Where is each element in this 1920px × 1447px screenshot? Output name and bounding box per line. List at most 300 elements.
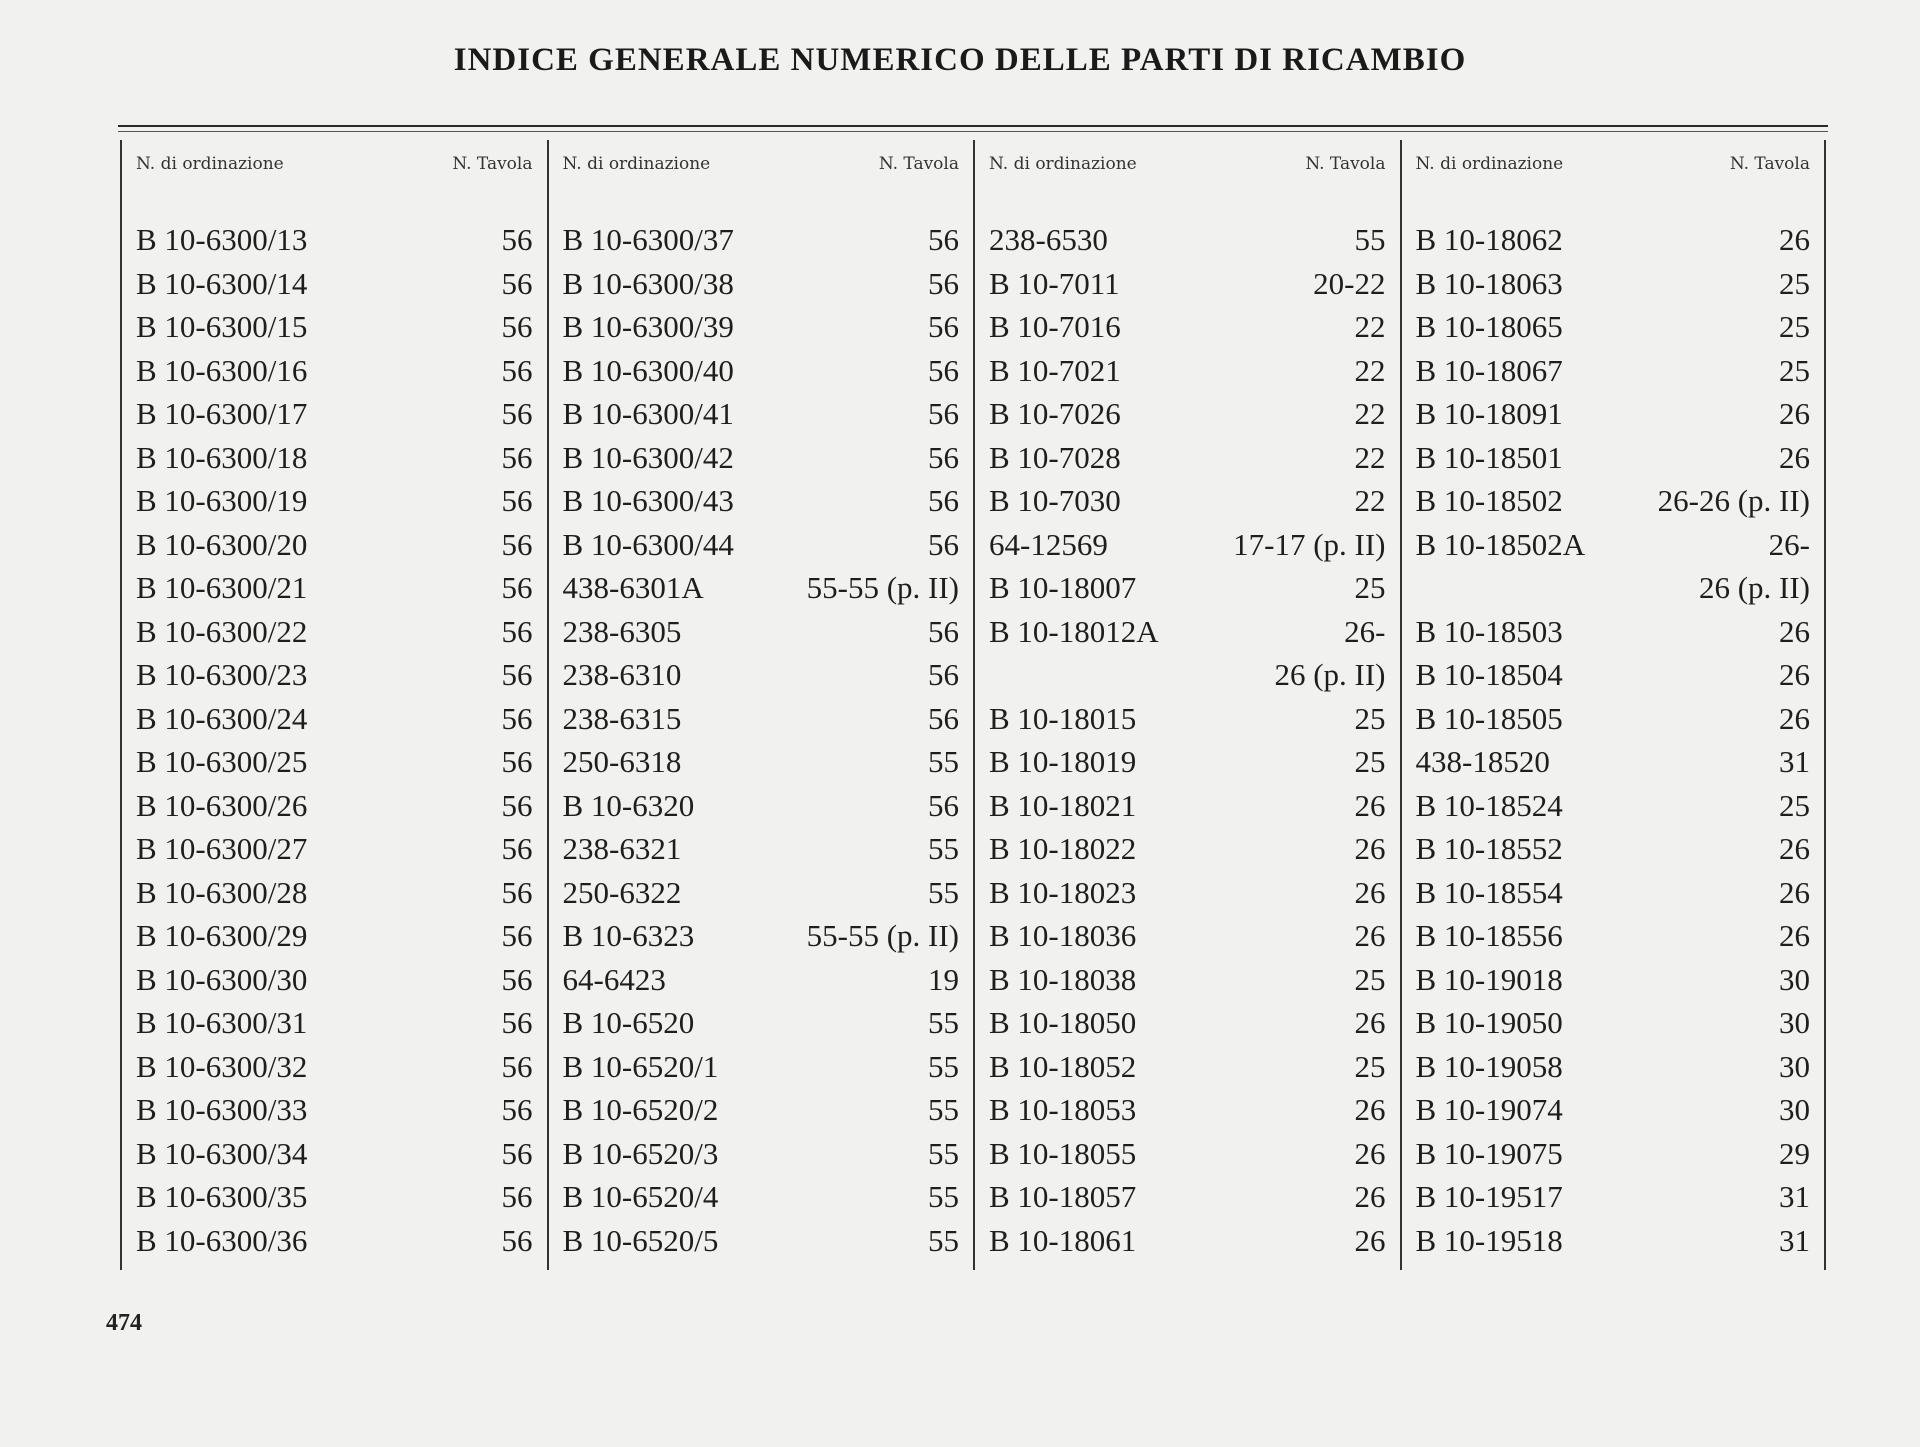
table-number: 55 <box>928 1092 959 1127</box>
table-row <box>136 871 533 915</box>
table-row <box>563 1088 960 1132</box>
order-number: B 10-18053 <box>989 1092 1137 1127</box>
table-row <box>989 914 1386 958</box>
order-number: B 10-6300/14 <box>136 265 308 301</box>
table-row <box>563 740 960 784</box>
order-number: B 10-19517 <box>1415 1179 1563 1214</box>
table-row <box>989 1219 1386 1263</box>
header-order-number: N. di ordinazione <box>136 154 284 174</box>
order-number: B 10-7030 <box>989 483 1121 518</box>
index-column-4 <box>1400 140 1827 1270</box>
order-number: B 10-6300/20 <box>136 526 308 562</box>
table-number: 56 <box>928 265 959 301</box>
table-row <box>136 1088 533 1132</box>
table-number: 30 <box>1779 1005 1810 1040</box>
table-row <box>1416 349 1811 393</box>
table-row <box>1416 1219 1811 1263</box>
table-number: 26 <box>1779 700 1810 736</box>
table-number: 25 <box>1779 787 1810 823</box>
table-number: 56 <box>501 526 533 562</box>
table-row <box>989 349 1386 393</box>
table-number: 56 <box>928 396 959 431</box>
header-table-number: N. Tavola <box>878 154 959 174</box>
table-number: 56 <box>501 439 533 475</box>
table-row <box>563 827 960 871</box>
table-number: 26 <box>1354 874 1386 910</box>
table-row <box>136 914 533 958</box>
table-row <box>1416 827 1811 871</box>
order-number: B 10-7016 <box>989 309 1121 344</box>
index-column-1 <box>120 140 547 1270</box>
header-table-number: N. Tavola <box>452 154 533 174</box>
table-number: 56 <box>501 961 533 997</box>
order-number: B 10-6300/42 <box>562 439 734 475</box>
order-number: B 10-19058 <box>1415 1048 1563 1084</box>
table-row <box>989 871 1386 915</box>
table-number: 26 (p. II) <box>1274 657 1386 692</box>
table-number: 56 <box>501 483 533 518</box>
table-row <box>989 1175 1386 1219</box>
order-number: B 10-19050 <box>1415 1005 1563 1040</box>
table-row <box>1416 871 1811 915</box>
order-number: 238-6315 <box>562 700 682 736</box>
order-number: B 10-6520/5 <box>562 1222 719 1258</box>
header-table-number: N. Tavola <box>1729 154 1810 174</box>
table-number: 26 <box>1354 787 1386 823</box>
table-row <box>563 262 960 306</box>
order-number: 238-6530 <box>989 222 1108 257</box>
table-row <box>1416 218 1811 262</box>
table-number: 26 <box>1779 918 1810 953</box>
table-row <box>989 697 1386 741</box>
table-number: 56 <box>501 700 533 736</box>
order-number: B 10-6300/39 <box>562 309 734 344</box>
order-number: B 10-18038 <box>989 961 1137 997</box>
table-number: 55-55 (p. II) <box>806 918 959 953</box>
table-number: 31 <box>1779 744 1810 779</box>
order-number: B 10-18063 <box>1415 265 1563 301</box>
table-row <box>1416 1175 1811 1219</box>
table-row <box>1416 958 1811 1002</box>
header-order-number: N. di ordinazione <box>1415 154 1564 174</box>
order-number: B 10-18052 <box>989 1048 1137 1084</box>
table-number: 25 <box>1779 265 1810 301</box>
table-number: 26 <box>1354 1179 1386 1214</box>
table-number: 56 <box>501 1005 533 1040</box>
table-number: 56 <box>928 787 959 823</box>
order-number: B 10-18501 <box>1415 439 1563 475</box>
order-number: B 10-6300/41 <box>562 396 734 431</box>
table-row <box>1416 653 1811 697</box>
table-row <box>563 1219 960 1263</box>
order-number: B 10-6300/34 <box>136 1135 308 1171</box>
table-number: 56 <box>928 483 959 518</box>
index-column-2 <box>547 140 974 1270</box>
order-number: B 10-18062 <box>1415 222 1563 257</box>
table-row <box>136 653 533 697</box>
table-number: 26 <box>1354 1005 1386 1040</box>
table-row <box>136 349 533 393</box>
table-number: 26 <box>1354 831 1386 866</box>
order-number: 238-6321 <box>562 831 682 866</box>
table-row <box>563 392 960 436</box>
order-number: B 10-6300/38 <box>562 265 734 301</box>
table-row <box>563 871 960 915</box>
table-row <box>136 392 533 436</box>
order-number: B 10-18554 <box>1415 874 1563 910</box>
order-number: B 10-18015 <box>989 700 1137 736</box>
table-number: 30 <box>1779 1048 1810 1084</box>
table-number: 55 <box>928 744 959 779</box>
table-number: 25 <box>1354 744 1386 779</box>
table-number: 26- <box>1768 526 1810 562</box>
order-number: B 10-6520/1 <box>562 1048 719 1084</box>
table-number: 26-26 (p. II) <box>1657 483 1810 518</box>
order-number: 64-6423 <box>562 961 666 997</box>
order-number: B 10-18067 <box>1415 352 1563 388</box>
table-number: 55 <box>928 874 959 910</box>
table-row <box>989 740 1386 784</box>
table-row <box>563 653 960 697</box>
table-row <box>563 1001 960 1045</box>
column-header <box>989 154 1386 174</box>
table-row <box>136 958 533 1002</box>
order-number: B 10-18504 <box>1415 657 1563 692</box>
table-number: 25 <box>1779 352 1810 388</box>
table-row <box>563 914 960 958</box>
table-number: 56 <box>501 570 533 605</box>
table-number: 56 <box>501 787 533 823</box>
table-number: 55-55 (p. II) <box>806 570 959 605</box>
order-number: B 10-18502 <box>1415 483 1563 518</box>
table-row <box>989 1001 1386 1045</box>
order-number: B 10-18036 <box>989 918 1137 953</box>
column-header <box>136 154 533 174</box>
table-row <box>563 1132 960 1176</box>
table-number: 56 <box>928 613 959 649</box>
parts-index-table <box>120 140 1826 1270</box>
table-row <box>989 1132 1386 1176</box>
table-number: 19 <box>928 961 959 997</box>
order-number: B 10-18505 <box>1415 700 1563 736</box>
order-number: B 10-6300/24 <box>136 700 308 736</box>
table-row <box>563 218 960 262</box>
table-row <box>989 958 1386 1002</box>
order-number: B 10-18091 <box>1415 396 1563 431</box>
table-row <box>1416 784 1811 828</box>
order-number: B 10-7021 <box>989 352 1121 388</box>
order-number: B 10-6300/28 <box>136 874 308 910</box>
table-number: 25 <box>1354 570 1386 605</box>
table-row <box>136 784 533 828</box>
table-row <box>1416 610 1811 654</box>
table-row <box>136 697 533 741</box>
order-number: B 10-19518 <box>1415 1222 1563 1258</box>
table-row <box>136 436 533 480</box>
table-row <box>136 262 533 306</box>
table-row <box>563 784 960 828</box>
table-row <box>1416 1132 1811 1176</box>
table-number: 56 <box>501 1135 533 1171</box>
table-number: 56 <box>501 613 533 649</box>
table-number: 56 <box>501 265 533 301</box>
table-number: 56 <box>501 918 533 953</box>
order-number: B 10-18050 <box>989 1005 1137 1040</box>
table-row <box>989 784 1386 828</box>
table-row <box>563 1175 960 1219</box>
table-number: 56 <box>928 526 959 562</box>
table-number: 26 <box>1779 613 1810 649</box>
table-number: 55 <box>928 1048 959 1084</box>
table-row <box>989 1045 1386 1089</box>
order-number: B 10-18061 <box>989 1222 1137 1258</box>
order-number: B 10-6300/32 <box>136 1048 308 1084</box>
order-number: B 10-6520 <box>562 1005 695 1040</box>
table-number: 22 <box>1354 483 1386 518</box>
table-row <box>136 1175 533 1219</box>
table-row <box>989 436 1386 480</box>
table-row <box>1416 479 1811 523</box>
table-row <box>1416 305 1811 349</box>
table-number: 55 <box>928 831 959 866</box>
table-row <box>136 1219 533 1263</box>
table-number: 56 <box>501 1048 533 1084</box>
order-number: B 10-6300/16 <box>136 352 308 388</box>
table-number: 56 <box>501 657 533 692</box>
order-number: B 10-6300/22 <box>136 613 308 649</box>
order-number: B 10-6300/31 <box>136 1005 308 1040</box>
rows <box>136 218 533 1262</box>
page-title: INDICE GENERALE NUMERICO DELLE PARTI DI RICAMBIO <box>453 42 1467 78</box>
order-number: B 10-6300/27 <box>136 831 308 866</box>
table-number: 30 <box>1779 1092 1810 1127</box>
table-row <box>1416 262 1811 306</box>
table-row <box>136 740 533 784</box>
table-number: 25 <box>1354 1048 1386 1084</box>
table-number: 22 <box>1354 396 1386 431</box>
table-number: 26 <box>1779 657 1810 692</box>
table-number: 31 <box>1779 1179 1810 1214</box>
order-number: B 10-7026 <box>989 396 1121 431</box>
header-table-number: N. Tavola <box>1305 154 1386 174</box>
table-number: 56 <box>501 1179 533 1214</box>
page-number: 474 <box>106 1310 142 1336</box>
table-row <box>136 305 533 349</box>
table-number: 26 <box>1354 1222 1386 1258</box>
table-number: 56 <box>501 222 533 257</box>
top-rule <box>118 125 1828 127</box>
order-number: B 10-19074 <box>1415 1092 1563 1127</box>
table-number: 56 <box>928 700 959 736</box>
order-number: B 10-19018 <box>1415 961 1563 997</box>
table-row <box>563 958 960 1002</box>
table-row <box>136 218 533 262</box>
table-row <box>989 827 1386 871</box>
order-number: 238-6310 <box>562 657 682 692</box>
table-row <box>563 1045 960 1089</box>
table-number: 26- <box>1344 613 1386 649</box>
table-number: 26 <box>1779 396 1810 431</box>
table-row <box>989 566 1386 610</box>
table-number: 56 <box>501 352 533 388</box>
table-row <box>989 1088 1386 1132</box>
order-number: 64-12569 <box>989 526 1108 562</box>
table-number: 17-17 (p. II) <box>1233 526 1386 562</box>
order-number: B 10-18019 <box>989 744 1137 779</box>
table-row <box>563 349 960 393</box>
order-number: B 10-6520/3 <box>562 1135 719 1171</box>
table-row <box>1416 914 1811 958</box>
table-number: 29 <box>1779 1135 1810 1171</box>
order-number: B 10-6300/43 <box>562 483 734 518</box>
table-number: 56 <box>501 1092 533 1127</box>
column-header <box>563 154 960 174</box>
table-row <box>136 610 533 654</box>
order-number: B 10-6323 <box>562 918 695 953</box>
order-number: B 10-18065 <box>1415 309 1563 344</box>
table-number: 26 <box>1779 874 1810 910</box>
table-number: 56 <box>501 1222 533 1258</box>
table-row <box>1416 392 1811 436</box>
index-column-3 <box>973 140 1400 1270</box>
order-number: B 10-18012A <box>989 613 1159 649</box>
table-number: 20-22 <box>1313 265 1386 301</box>
order-number: 250-6318 <box>562 744 682 779</box>
order-number: B 10-6300/26 <box>136 787 308 823</box>
order-number: B 10-18503 <box>1415 613 1563 649</box>
table-number: 26 <box>1354 1092 1386 1127</box>
table-number: 26 <box>1354 1135 1386 1171</box>
table-row <box>1416 740 1811 784</box>
table-row <box>563 566 960 610</box>
order-number: 438-18520 <box>1415 744 1550 779</box>
order-number: B 10-18552 <box>1415 831 1563 866</box>
table-row <box>136 827 533 871</box>
order-number: B 10-18524 <box>1415 787 1563 823</box>
order-number: B 10-6300/17 <box>136 396 308 431</box>
table-row <box>1416 566 1811 610</box>
table-row <box>563 436 960 480</box>
table-row <box>136 566 533 610</box>
table-number: 56 <box>501 309 533 344</box>
order-number: B 10-6300/18 <box>136 439 308 475</box>
order-number: B 10-7011 <box>989 265 1120 301</box>
table-number: 56 <box>928 352 959 388</box>
table-row <box>989 479 1386 523</box>
table-number: 56 <box>928 657 959 692</box>
order-number: B 10-6300/30 <box>136 961 308 997</box>
order-number: B 10-7028 <box>989 439 1121 475</box>
table-row <box>989 262 1386 306</box>
order-number: 250-6322 <box>562 874 682 910</box>
table-row <box>1416 697 1811 741</box>
order-number: B 10-6300/35 <box>136 1179 308 1214</box>
order-number: B 10-6320 <box>562 787 695 823</box>
table-row <box>136 1045 533 1089</box>
table-row <box>989 392 1386 436</box>
column-header <box>1416 154 1811 174</box>
order-number: B 10-6300/36 <box>136 1222 308 1258</box>
table-number: 55 <box>1354 222 1386 257</box>
order-number: B 10-18007 <box>989 570 1137 605</box>
table-number: 56 <box>501 874 533 910</box>
order-number: B 10-6300/21 <box>136 570 308 605</box>
order-number: B 10-6300/33 <box>136 1092 308 1127</box>
order-number: B 10-6300/40 <box>562 352 734 388</box>
table-row <box>563 479 960 523</box>
order-number: B 10-6300/25 <box>136 744 308 779</box>
table-row <box>563 610 960 654</box>
order-number: 238-6305 <box>562 613 682 649</box>
table-number: 30 <box>1779 961 1810 997</box>
order-number: B 10-6520/2 <box>562 1092 719 1127</box>
table-number: 56 <box>928 222 959 257</box>
table-number: 22 <box>1354 352 1386 388</box>
order-number: B 10-18502A <box>1415 526 1586 562</box>
table-number: 56 <box>501 396 533 431</box>
order-number: B 10-19075 <box>1415 1135 1563 1171</box>
table-row <box>1416 436 1811 480</box>
table-number: 26 <box>1779 439 1810 475</box>
table-number: 56 <box>928 309 959 344</box>
rows <box>989 218 1386 1262</box>
table-number: 22 <box>1354 309 1386 344</box>
order-number: B 10-18055 <box>989 1135 1137 1171</box>
table-number: 55 <box>928 1135 959 1171</box>
table-row <box>989 305 1386 349</box>
table-row <box>136 479 533 523</box>
table-number: 25 <box>1354 961 1386 997</box>
table-number: 26 (p. II) <box>1698 570 1810 605</box>
order-number: B 10-6300/37 <box>562 222 734 257</box>
table-number: 56 <box>501 831 533 866</box>
order-number: B 10-6300/44 <box>562 526 734 562</box>
table-row <box>989 653 1386 697</box>
table-number: 55 <box>928 1005 959 1040</box>
table-row <box>1416 523 1811 567</box>
table-row <box>1416 1088 1811 1132</box>
table-number: 55 <box>928 1222 959 1258</box>
table-number: 56 <box>928 439 959 475</box>
table-row <box>989 610 1386 654</box>
order-number: B 10-18023 <box>989 874 1137 910</box>
order-number: B 10-18057 <box>989 1179 1137 1214</box>
order-number: B 10-6300/13 <box>136 222 308 257</box>
table-row <box>563 305 960 349</box>
table-number: 26 <box>1779 222 1810 257</box>
table-number: 25 <box>1354 700 1386 736</box>
table-number: 26 <box>1779 831 1810 866</box>
top-rule-thin <box>118 131 1828 132</box>
table-row <box>1416 1045 1811 1089</box>
header-order-number: N. di ordinazione <box>989 154 1137 174</box>
rows <box>563 218 960 1262</box>
table-row <box>563 697 960 741</box>
order-number: B 10-6520/4 <box>562 1179 719 1214</box>
table-row <box>136 523 533 567</box>
order-number: 438-6301A <box>562 570 704 605</box>
table-number: 31 <box>1779 1222 1810 1258</box>
table-row <box>989 218 1386 262</box>
order-number: B 10-6300/15 <box>136 309 308 344</box>
table-number: 25 <box>1779 309 1810 344</box>
order-number: B 10-18556 <box>1415 918 1563 953</box>
table-row <box>136 1001 533 1045</box>
table-number: 55 <box>928 1179 959 1214</box>
table-row <box>989 523 1386 567</box>
rows <box>1416 218 1811 1262</box>
table-number: 56 <box>501 744 533 779</box>
